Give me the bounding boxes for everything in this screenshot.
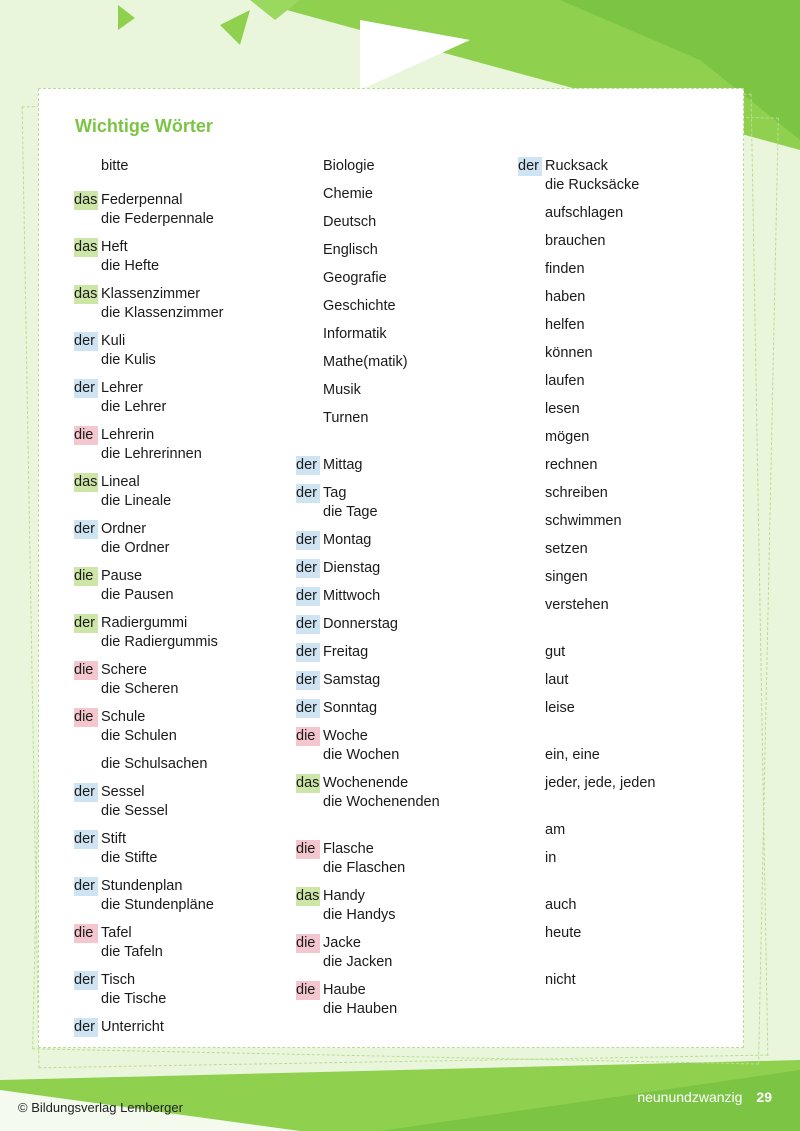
article-label: die	[74, 426, 98, 445]
word-entry	[518, 316, 738, 335]
article-label: der	[74, 520, 98, 539]
word-plural: die Flaschen	[323, 860, 406, 876]
article-label: die	[296, 981, 320, 1000]
word-singular: Woche	[323, 728, 368, 744]
word-entry	[296, 727, 516, 765]
article-label: die	[296, 934, 320, 953]
word-plural: die Federpennale	[101, 211, 214, 227]
word-entry	[518, 540, 738, 559]
word-singular: Dienstag	[323, 560, 381, 576]
word-entry	[518, 484, 738, 503]
word-singular: können	[545, 345, 593, 361]
word-singular: in	[545, 850, 557, 866]
article-label: der	[74, 971, 98, 990]
word-entry	[296, 615, 516, 634]
word-singular: Informatik	[323, 326, 387, 342]
word-singular: schreiben	[545, 485, 608, 501]
word-entry	[518, 699, 738, 718]
word-singular: haben	[545, 289, 586, 305]
word-entry	[74, 191, 294, 229]
word-plural: die Lehrer	[101, 399, 167, 415]
word-entry	[296, 484, 516, 522]
word-entry	[74, 755, 294, 774]
word-plural: die Tafeln	[101, 944, 163, 960]
word-entry	[296, 353, 516, 372]
word-entry	[296, 671, 516, 690]
word-singular: Klassenzimmer	[101, 286, 201, 302]
word-plural: die Tische	[101, 991, 167, 1007]
article-label: der	[518, 157, 542, 176]
word-singular: Unterricht	[101, 1019, 164, 1035]
article-label: der	[74, 830, 98, 849]
word-plural: die Wochen	[323, 747, 400, 763]
word-plural: die Ordner	[101, 540, 170, 556]
article-label: der	[74, 332, 98, 351]
word-entry	[296, 643, 516, 662]
word-singular: mögen	[545, 429, 590, 445]
word-entry	[518, 512, 738, 531]
word-singular: ein, eine	[545, 747, 600, 763]
word-entry	[74, 473, 294, 511]
article-label: das	[74, 192, 98, 208]
word-entry	[74, 830, 294, 868]
word-plural: die Scheren	[101, 681, 179, 697]
word-column-3	[518, 157, 738, 990]
word-entry	[74, 877, 294, 915]
word-plural: die Hefte	[101, 258, 160, 274]
word-entry	[296, 213, 516, 232]
word-singular: singen	[545, 569, 588, 585]
word-entry	[74, 924, 294, 962]
word-singular: Schule	[101, 709, 146, 725]
word-singular: Freitag	[323, 644, 369, 660]
word-entry	[518, 260, 738, 279]
article-label: der	[74, 379, 98, 398]
word-plural: die Pausen	[101, 587, 174, 603]
word-entry	[518, 896, 738, 915]
article-label: die	[74, 708, 98, 727]
word-singular: bitte	[101, 158, 129, 174]
word-plural: die Tage	[323, 504, 378, 520]
article-label: der	[296, 587, 320, 606]
word-singular: brauchen	[545, 233, 606, 249]
word-plural: die Lehrerinnen	[101, 446, 202, 462]
word-singular: Samstag	[323, 672, 381, 688]
word-singular: die Schulsachen	[101, 756, 208, 772]
word-entry	[296, 934, 516, 972]
page-footer	[637, 1089, 772, 1105]
article-label: der	[296, 531, 320, 550]
word-entry	[296, 409, 516, 428]
word-singular: jeder, jede, jeden	[545, 775, 656, 791]
article-label: die	[296, 840, 320, 859]
word-plural: die Kulis	[101, 352, 156, 368]
word-entry	[518, 924, 738, 943]
word-singular: Schere	[101, 662, 147, 678]
word-singular: Geografie	[323, 270, 387, 286]
word-entry	[518, 232, 738, 251]
word-singular: Pause	[101, 568, 143, 584]
word-singular: leise	[545, 700, 575, 716]
article-label: der	[296, 559, 320, 578]
word-singular: Mathe(matik)	[323, 354, 408, 370]
word-singular: Turnen	[323, 410, 369, 426]
word-singular: verstehen	[545, 597, 609, 613]
article-label: das	[74, 474, 98, 490]
word-singular: Lineal	[101, 474, 140, 490]
word-plural: die Radiergummis	[101, 634, 218, 650]
word-singular: aufschlagen	[545, 205, 624, 221]
word-entry	[518, 157, 738, 195]
word-singular: lesen	[545, 401, 580, 417]
word-entry	[74, 1018, 294, 1037]
word-singular: Chemie	[323, 186, 373, 202]
word-column-1	[74, 157, 294, 1037]
word-plural: die Handys	[323, 907, 396, 923]
word-singular: Federpennal	[101, 192, 183, 208]
word-entry	[296, 241, 516, 260]
word-plural: die Rucksäcke	[545, 177, 640, 193]
word-plural: die Wochenenden	[323, 794, 440, 810]
word-entry	[296, 185, 516, 204]
word-entry	[518, 568, 738, 587]
word-entry	[518, 774, 738, 793]
word-entry	[74, 971, 294, 1009]
article-label: der	[296, 484, 320, 503]
word-entry	[74, 783, 294, 821]
word-entry	[74, 285, 294, 323]
word-singular: Montag	[323, 532, 372, 548]
word-plural: die Stundenpläne	[101, 897, 214, 913]
word-singular: Geschichte	[323, 298, 396, 314]
word-singular: Heft	[101, 239, 128, 255]
page-title: Wichtige Wörter	[75, 116, 213, 136]
article-label: die	[296, 727, 320, 746]
word-entry	[74, 379, 294, 417]
word-entry	[74, 238, 294, 276]
word-singular: Biologie	[323, 158, 375, 174]
article-label: die	[74, 924, 98, 943]
word-singular: schwimmen	[545, 513, 622, 529]
word-entry	[518, 372, 738, 391]
word-singular: Sonntag	[323, 700, 378, 716]
word-entry	[74, 157, 294, 176]
page-number: 29	[756, 1089, 772, 1105]
word-entry	[296, 559, 516, 578]
word-singular: Musik	[323, 382, 361, 398]
word-entry	[296, 381, 516, 400]
article-label: der	[296, 643, 320, 662]
page-number-word: neunundzwanzig	[637, 1089, 743, 1105]
word-plural: die Sessel	[101, 803, 168, 819]
word-singular: Wochenende	[323, 775, 409, 791]
word-singular: rechnen	[545, 457, 598, 473]
word-singular: laut	[545, 672, 569, 688]
word-entry	[296, 456, 516, 475]
word-singular: Englisch	[323, 242, 378, 258]
word-singular: Handy	[323, 888, 365, 904]
word-entry	[518, 456, 738, 475]
word-entry	[296, 157, 516, 176]
word-singular: laufen	[545, 373, 585, 389]
word-entry	[518, 428, 738, 447]
word-singular: Mittwoch	[323, 588, 381, 604]
word-singular: Lehrer	[101, 380, 143, 396]
word-singular: Stift	[101, 831, 126, 847]
word-singular: finden	[545, 261, 585, 277]
word-singular: Donnerstag	[323, 616, 398, 632]
article-label: der	[74, 783, 98, 802]
word-singular: Haube	[323, 982, 366, 998]
word-entry	[518, 288, 738, 307]
word-singular: Ordner	[101, 521, 147, 537]
word-entry	[518, 344, 738, 363]
word-singular: nicht	[545, 972, 576, 988]
word-entry	[518, 746, 738, 765]
article-label: der	[296, 699, 320, 718]
word-entry	[518, 596, 738, 615]
word-entry	[74, 426, 294, 464]
word-singular: Mittag	[323, 457, 363, 473]
word-singular: gut	[545, 644, 566, 660]
article-label: das	[74, 239, 98, 255]
word-singular: Flasche	[323, 841, 374, 857]
word-entry	[296, 981, 516, 1019]
word-entry	[518, 821, 738, 840]
word-singular: auch	[545, 897, 577, 913]
word-singular: Tafel	[101, 925, 132, 941]
word-singular: Rucksack	[545, 158, 608, 174]
article-label: der	[296, 615, 320, 634]
word-singular: Sessel	[101, 784, 145, 800]
word-entry	[74, 567, 294, 605]
word-singular: heute	[545, 925, 582, 941]
word-entry	[74, 661, 294, 699]
article-label: das	[296, 775, 320, 791]
word-singular: Kuli	[101, 333, 126, 349]
word-entry	[296, 887, 516, 925]
word-entry	[296, 297, 516, 316]
word-singular: Deutsch	[323, 214, 377, 230]
word-entry	[296, 840, 516, 878]
word-entry	[296, 531, 516, 550]
word-singular: am	[545, 822, 566, 838]
word-singular: Tag	[323, 485, 347, 501]
word-plural: die Jacken	[323, 954, 393, 970]
copyright-notice: © Bildungsverlag Lemberger	[18, 1100, 183, 1115]
word-entry	[74, 708, 294, 746]
word-entry	[74, 614, 294, 652]
word-singular: Stundenplan	[101, 878, 183, 894]
word-entry	[518, 204, 738, 223]
article-label: das	[74, 286, 98, 302]
word-singular: Jacke	[323, 935, 361, 951]
word-plural: die Stifte	[101, 850, 158, 866]
word-entry	[296, 587, 516, 606]
word-entry	[518, 971, 738, 990]
word-plural: die Klassenzimmer	[101, 305, 224, 321]
word-entry	[518, 400, 738, 419]
word-entry	[74, 520, 294, 558]
word-singular: Radiergummi	[101, 615, 188, 631]
word-plural: die Lineale	[101, 493, 172, 509]
word-plural: die Hauben	[323, 1001, 398, 1017]
word-singular: Tisch	[101, 972, 136, 988]
word-entry	[296, 699, 516, 718]
article-label: das	[296, 888, 320, 904]
word-singular: Lehrerin	[101, 427, 155, 443]
word-entry	[296, 325, 516, 344]
article-label: die	[74, 567, 98, 586]
article-label: der	[74, 614, 98, 633]
word-entry	[74, 332, 294, 370]
article-label: der	[296, 456, 320, 475]
article-label: der	[74, 1018, 98, 1037]
word-entry	[518, 849, 738, 868]
word-entry	[518, 643, 738, 662]
word-entry	[518, 671, 738, 690]
word-singular: setzen	[545, 541, 588, 557]
article-label: der	[296, 671, 320, 690]
word-column-2	[296, 157, 516, 1019]
word-singular: helfen	[545, 317, 585, 333]
word-entry	[296, 269, 516, 288]
word-entry	[296, 774, 516, 812]
article-label: der	[74, 877, 98, 896]
article-label: die	[74, 661, 98, 680]
word-plural: die Schulen	[101, 728, 177, 744]
